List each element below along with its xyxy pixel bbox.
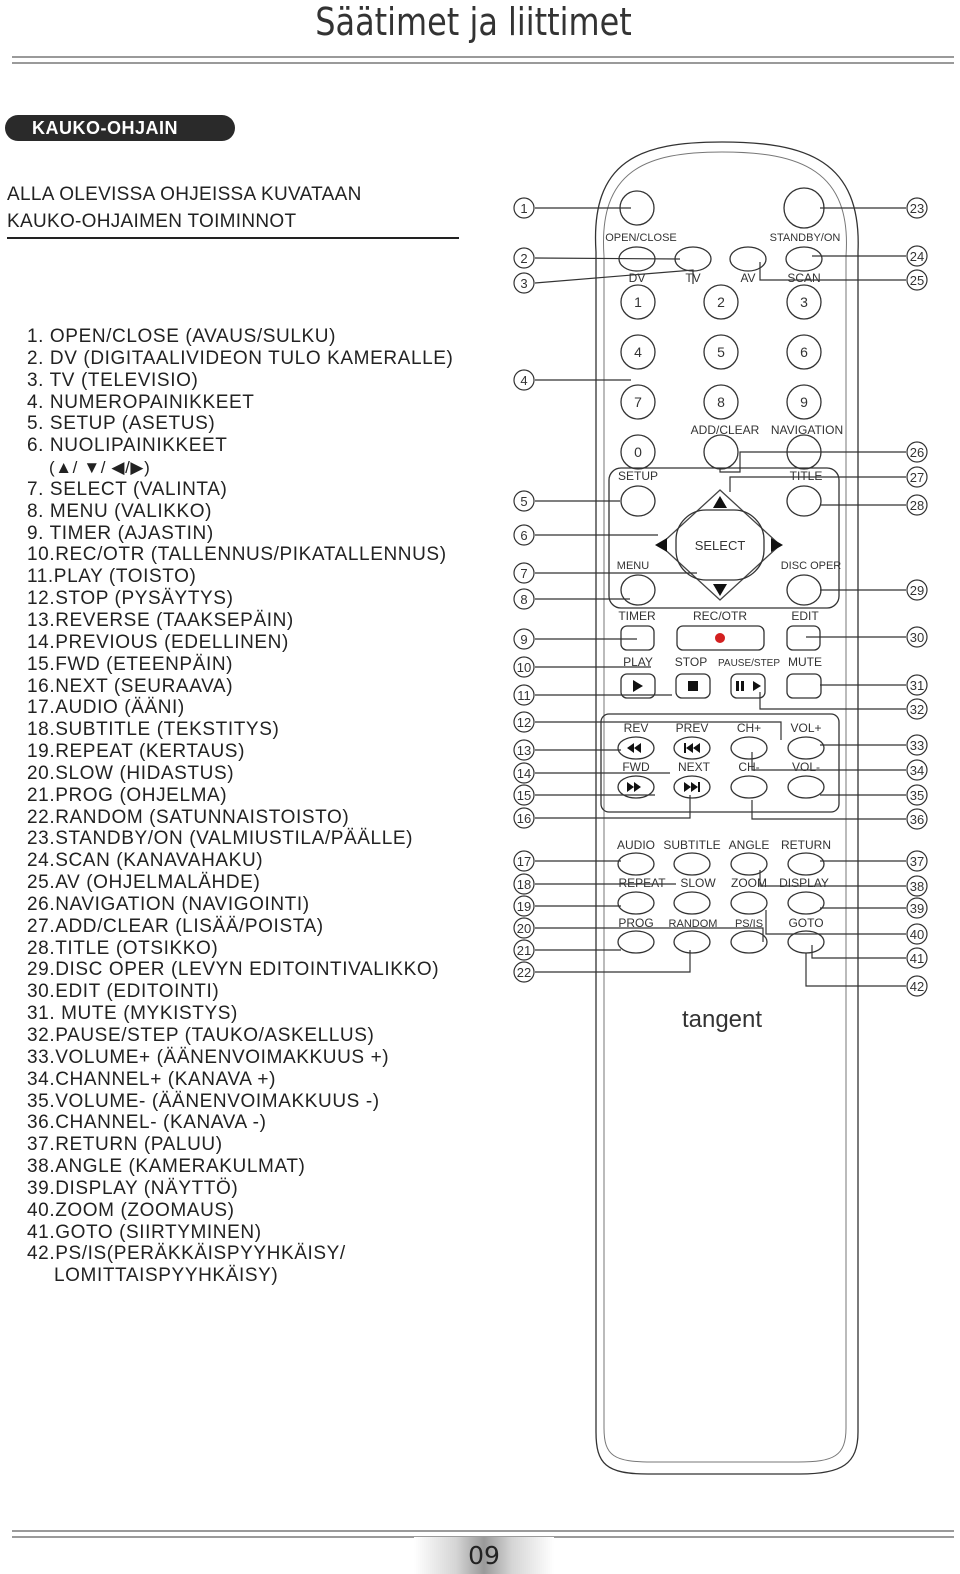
function-item: 37.RETURN (PALUU) <box>27 1134 223 1156</box>
slow-label: SLOW <box>680 876 716 890</box>
disc-oper-button[interactable] <box>787 575 821 605</box>
callout-19-number: 19 <box>516 899 532 914</box>
leader-line <box>535 950 690 972</box>
fwd-label: FWD <box>622 760 650 774</box>
title-button[interactable] <box>787 486 821 516</box>
function-item: 30.EDIT (EDITOINTI) <box>27 981 220 1003</box>
vol-plus-label: VOL+ <box>790 721 822 735</box>
remote-body-outline <box>596 142 859 1474</box>
function-item: 5. SETUP (ASETUS) <box>27 413 216 435</box>
add-clear-label: ADD/CLEAR <box>690 423 760 437</box>
pause-icon <box>736 681 739 691</box>
function-item: 33.VOLUME+ (ÄÄNENVOIMAKKUUS +) <box>27 1046 390 1068</box>
function-item: 21.PROG (OHJELMA) <box>27 784 228 806</box>
callout-23-number: 23 <box>909 201 925 216</box>
callout-10-number: 10 <box>516 660 532 675</box>
function-item: 28.TITLE (OTSIKKO) <box>27 937 219 959</box>
leader-line <box>535 258 680 259</box>
function-item: 19.REPEAT (KERTAUS) <box>27 741 245 763</box>
pause-icon <box>741 681 744 691</box>
digit-6-label: 6 <box>800 344 808 360</box>
step-icon <box>753 681 761 691</box>
digit-8-label: 8 <box>717 394 725 410</box>
callout-7-number: 7 <box>520 566 528 581</box>
vol-minus-button[interactable] <box>788 776 824 798</box>
av-label: AV <box>740 271 756 285</box>
function-item-arrows: (▲/ ▼/ ◀/▶) <box>49 458 151 478</box>
open-close-label: OPEN/CLOSE <box>605 232 677 244</box>
callout-29-number: 29 <box>909 583 925 598</box>
function-item: 17.AUDIO (ÄÄNI) <box>27 697 185 719</box>
display-button[interactable] <box>788 892 824 914</box>
audio-button[interactable] <box>618 853 654 875</box>
digit-9-label: 9 <box>800 394 808 410</box>
function-item: 10.REC/OTR (TALLENNUS/PIKATALLENNUS) <box>27 544 447 566</box>
menu-label: MENU <box>616 560 650 572</box>
function-item: 11.PLAY (TOISTO) <box>27 566 197 588</box>
callout-5-number: 5 <box>520 494 528 509</box>
angle-label: ANGLE <box>728 838 770 852</box>
function-item: 9. TIMER (AJASTIN) <box>27 522 214 544</box>
record-dot-icon <box>715 633 725 643</box>
section-label: KAUKO-OHJAIN <box>5 115 235 141</box>
callout-14-number: 14 <box>516 766 532 781</box>
fast-forward-icon <box>627 782 641 792</box>
function-item: LOMITTAISPYYHKÄISY) <box>54 1265 279 1287</box>
timer-button[interactable] <box>621 626 654 650</box>
function-item: 23.STANDBY/ON (VALMIUSTILA/PÄÄLLE) <box>27 828 414 850</box>
brand-logo: tangent <box>681 1006 763 1033</box>
subtitle-button[interactable] <box>674 853 710 875</box>
callout-22-number: 22 <box>516 965 532 980</box>
function-item: 13.REVERSE (TAAKSEPÄIN) <box>27 609 294 631</box>
add-clear-button[interactable] <box>704 435 738 469</box>
scan-button[interactable] <box>786 247 822 271</box>
function-item: 42.PS/IS(PERÄKKÄISPYYHKÄISY/ <box>27 1243 346 1265</box>
callout-39-number: 39 <box>909 901 925 916</box>
repeat-button[interactable] <box>618 892 654 914</box>
callout-13-number: 13 <box>516 743 532 758</box>
callout-33-number: 33 <box>909 738 925 753</box>
edit-label: EDIT <box>791 609 819 623</box>
callout-16-number: 16 <box>516 811 532 826</box>
standby-on-button[interactable] <box>784 188 824 228</box>
return-button[interactable] <box>788 853 824 875</box>
zoom-label: ZOOM <box>731 876 767 890</box>
function-item: 36.CHANNEL- (KANAVA -) <box>27 1112 267 1134</box>
pause-step-label: PAUSE/STEP <box>717 658 781 669</box>
dv-label: DV <box>628 271 646 285</box>
tv-button[interactable] <box>675 247 711 271</box>
callout-2-number: 2 <box>520 251 528 266</box>
rev-label: REV <box>623 721 649 735</box>
rewind-icon <box>627 743 641 753</box>
callout-18-number: 18 <box>516 877 532 892</box>
prev-label: PREV <box>675 721 709 735</box>
callout-34-number: 34 <box>909 763 925 778</box>
zoom-button[interactable] <box>731 892 767 914</box>
callout-30-number: 30 <box>909 630 925 645</box>
edit-button[interactable] <box>787 626 820 650</box>
ch-plus-label: CH+ <box>736 721 762 735</box>
callout-27-number: 27 <box>909 470 925 485</box>
leader-line <box>766 910 906 934</box>
digit-3-label: 3 <box>800 294 808 310</box>
down-arrow-icon[interactable] <box>713 584 727 596</box>
standby-on-label: STANDBY/ON <box>769 232 841 244</box>
function-item: 6. NUOLIPAINIKKEET <box>27 435 228 457</box>
previous-icon <box>684 743 700 753</box>
timer-label: TIMER <box>618 609 656 623</box>
function-item: 7. SELECT (VALINTA) <box>27 478 228 500</box>
mute-button[interactable] <box>787 674 821 698</box>
callout-3-number: 3 <box>520 276 528 291</box>
callout-1-number: 1 <box>520 201 528 216</box>
function-item: 26.NAVIGATION (NAVIGOINTI) <box>27 893 310 915</box>
rec-otr-label: REC/OTR <box>693 609 747 623</box>
function-item: 41.GOTO (SIIRTYMINEN) <box>27 1221 262 1243</box>
digit-4-label: 4 <box>634 344 642 360</box>
function-item: 31. MUTE (MYKISTYS) <box>27 1003 238 1025</box>
disc-oper-label: DISC OPER <box>780 560 842 572</box>
tv-label: TV <box>685 271 701 285</box>
function-item: 40.ZOOM (ZOOMAUS) <box>27 1199 235 1221</box>
intro-line: KAUKO-OHJAIMEN TOIMINNOT <box>7 211 297 232</box>
right-arrow-icon[interactable] <box>771 538 783 552</box>
function-item: 27.ADD/CLEAR (LISÄÄ/POISTA) <box>27 915 324 937</box>
callout-35-number: 35 <box>909 788 925 803</box>
digit-0-label: 0 <box>634 444 642 460</box>
scan-label: SCAN <box>787 271 821 285</box>
prog-label: PROG <box>618 916 654 930</box>
function-item: 35.VOLUME- (ÄÄNENVOIMAKKUUS -) <box>27 1090 380 1112</box>
leader-line <box>535 795 690 818</box>
callout-26-number: 26 <box>909 445 925 460</box>
page-title: Säätimet ja liittimet <box>315 0 632 44</box>
play-icon <box>633 680 643 692</box>
prog-button[interactable] <box>618 931 654 953</box>
function-item: 24.SCAN (KANAVAHAKU) <box>27 850 264 872</box>
intro-line: ALLA OLEVISSA OHJEISSA KUVATAAN <box>7 184 362 205</box>
display-label: DISPLAY <box>779 876 829 890</box>
select-label: SELECT <box>694 538 746 553</box>
function-item: 32.PAUSE/STEP (TAUKO/ASKELLUS) <box>27 1025 375 1046</box>
callout-32-number: 32 <box>909 702 925 717</box>
digit-1-label: 1 <box>634 294 642 310</box>
stop-icon <box>688 681 698 691</box>
next-label: NEXT <box>677 760 711 774</box>
vol-minus-label: VOL- <box>791 760 821 774</box>
callout-25-number: 25 <box>909 273 925 288</box>
leader-line <box>760 692 906 709</box>
function-item: 16.NEXT (SEURAAVA) <box>27 675 234 697</box>
callout-11-number: 11 <box>517 688 531 703</box>
callout-31-number: 31 <box>909 678 925 693</box>
leader-line <box>760 262 906 280</box>
callout-24-number: 24 <box>909 249 925 264</box>
function-item: 15.FWD (ETEENPÄIN) <box>27 653 234 675</box>
digit-7-label: 7 <box>634 394 642 410</box>
function-item: 39.DISPLAY (NÄYTTÖ) <box>27 1177 239 1199</box>
ch-minus-button[interactable] <box>731 776 767 798</box>
function-item: 18.SUBTITLE (TEKSTITYS) <box>27 719 280 741</box>
navigation-label: NAVIGATION <box>770 423 844 437</box>
function-item: 1. OPEN/CLOSE (AVAUS/SULKU) <box>27 326 337 347</box>
callout-40-number: 40 <box>909 927 925 942</box>
return-label: RETURN <box>781 838 831 852</box>
leader-line <box>535 270 693 284</box>
setup-button[interactable] <box>621 486 655 516</box>
left-arrow-icon[interactable] <box>655 538 667 552</box>
function-item: 8. MENU (VALIKKO) <box>27 500 213 522</box>
title-label: TITLE <box>789 469 823 483</box>
function-item: 12.STOP (PYSÄYTYS) <box>27 588 234 610</box>
callout-37-number: 37 <box>909 854 925 869</box>
digit-2-label: 2 <box>717 294 725 310</box>
function-item: 38.ANGLE (KAMERAKULMAT) <box>27 1156 306 1178</box>
function-item: 25.AV (OHJELMALÄHDE) <box>27 872 261 894</box>
next-icon <box>684 782 700 792</box>
callout-12-number: 12 <box>516 715 532 730</box>
ps-is-button[interactable] <box>731 931 767 953</box>
vol-plus-button[interactable] <box>788 737 824 759</box>
function-item: 2. DV (DIGITAALIVIDEON TULO KAMERALLE) <box>27 347 454 369</box>
angle-button[interactable] <box>731 853 767 875</box>
function-item: 3. TV (TELEVISIO) <box>27 369 199 391</box>
callout-28-number: 28 <box>909 498 925 513</box>
leader-line <box>752 752 906 770</box>
callout-15-number: 15 <box>516 788 532 803</box>
callout-4-number: 4 <box>520 373 528 388</box>
subtitle-label: SUBTITLE <box>663 838 721 852</box>
ps-is-label: PS/IS <box>734 918 764 930</box>
function-item: 14.PREVIOUS (EDELLINEN) <box>27 631 289 653</box>
function-item: 22.RANDOM (SATUNNAISTOISTO) <box>27 806 350 828</box>
leader-line <box>812 945 906 958</box>
function-item: 20.SLOW (HIDASTUS) <box>27 762 235 784</box>
callout-36-number: 36 <box>909 812 925 827</box>
callout-6-number: 6 <box>520 528 528 543</box>
stop-label: STOP <box>674 655 708 669</box>
callout-42-number: 42 <box>909 979 925 994</box>
ch-minus-label: CH- <box>738 760 760 774</box>
digit-5-label: 5 <box>717 344 725 360</box>
callout-17-number: 17 <box>516 854 532 869</box>
audio-label: AUDIO <box>616 838 656 852</box>
callout-8-number: 8 <box>520 592 528 607</box>
page-number: 09 <box>468 1541 500 1570</box>
callout-41-number: 41 <box>909 951 925 966</box>
function-item: 34.CHANNEL+ (KANAVA +) <box>27 1068 277 1090</box>
callout-38-number: 38 <box>909 879 925 894</box>
function-item: 4. NUMEROPAINIKKEET <box>27 391 255 413</box>
callout-9-number: 9 <box>520 632 528 647</box>
slow-button[interactable] <box>674 892 710 914</box>
callout-21-number: 21 <box>516 943 532 958</box>
up-arrow-icon[interactable] <box>713 496 727 508</box>
random-button[interactable] <box>674 931 710 953</box>
ch-plus-button[interactable] <box>731 737 767 759</box>
callout-20-number: 20 <box>516 921 532 936</box>
mute-label: MUTE <box>788 655 822 669</box>
play-label: PLAY <box>623 655 653 669</box>
random-label: RANDOM <box>668 918 718 930</box>
setup-label: SETUP <box>617 469 659 483</box>
leader-line <box>752 800 906 819</box>
menu-button[interactable] <box>621 575 655 605</box>
function-item: 29.DISC OPER (LEVYN EDITOINTIVALIKKO) <box>27 959 440 981</box>
repeat-label: REPEAT <box>618 876 666 890</box>
goto-label: GOTO <box>788 916 824 930</box>
